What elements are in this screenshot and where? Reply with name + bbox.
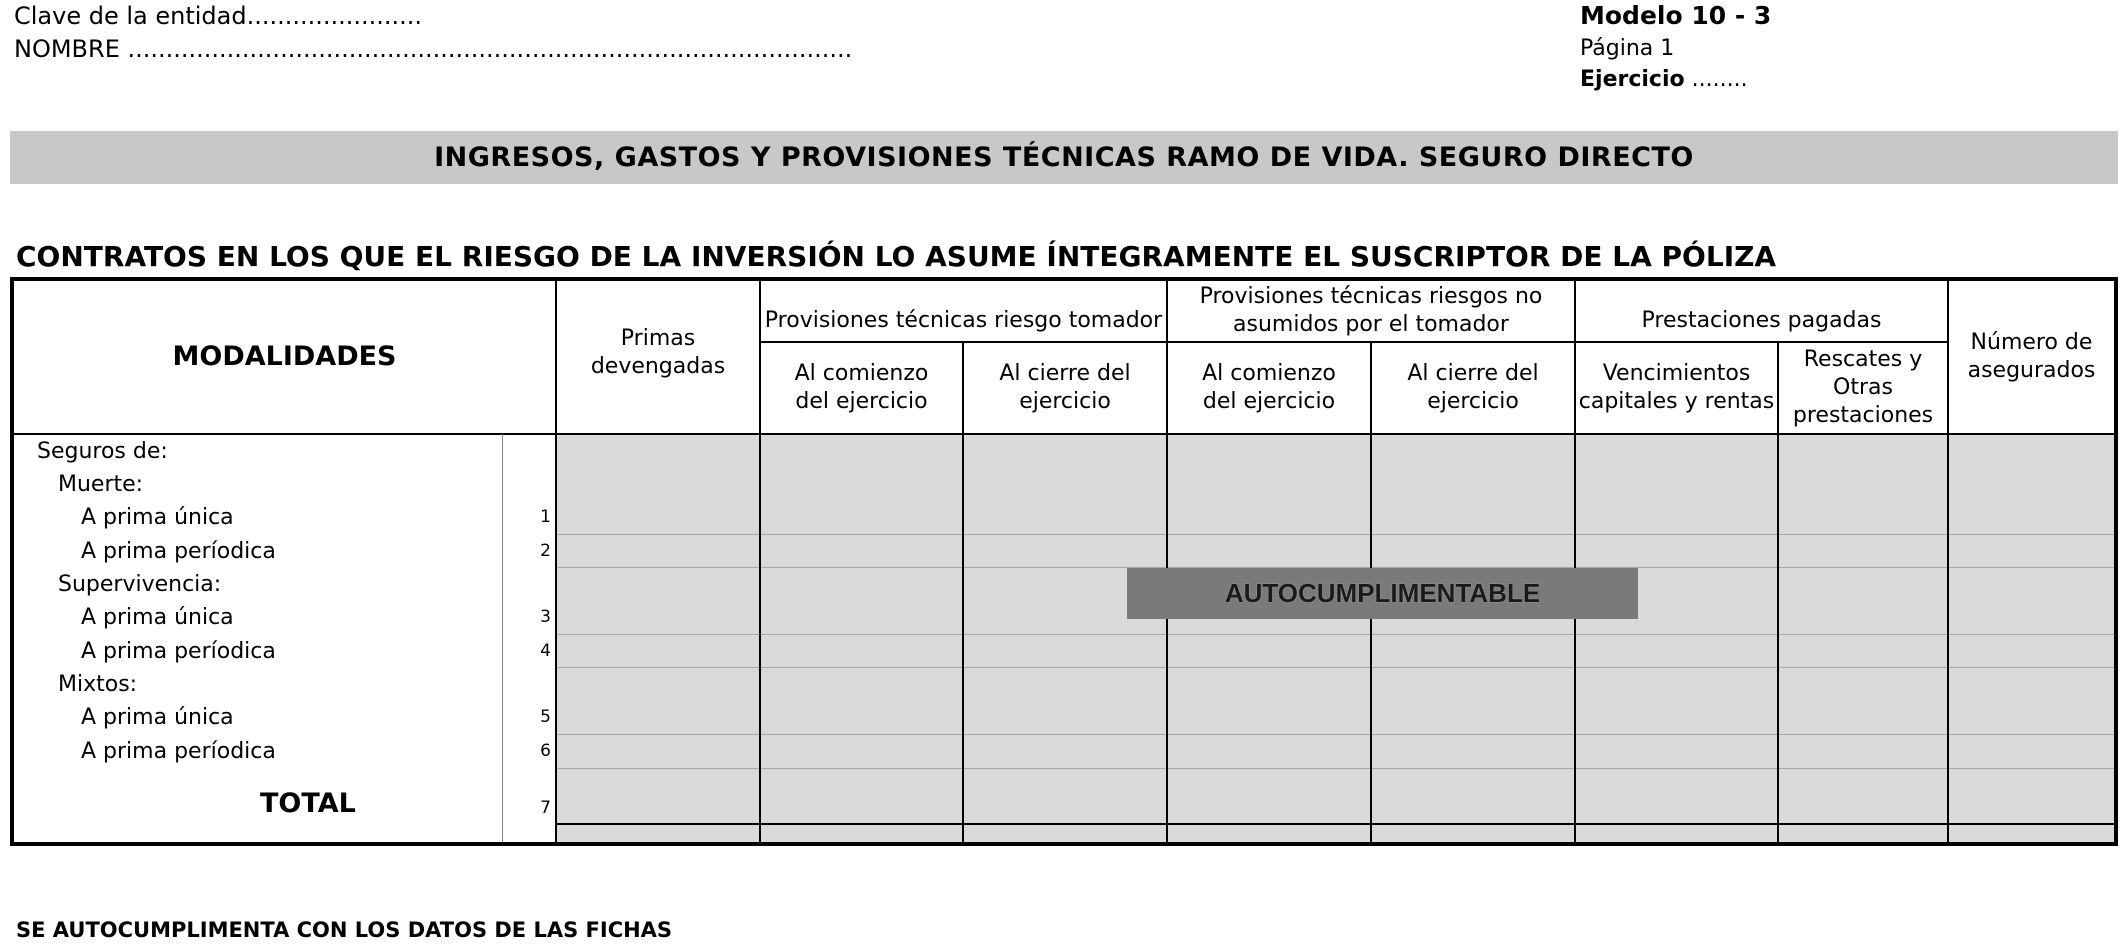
row-label-prima-unica: A prima única xyxy=(81,505,234,530)
row-rule xyxy=(556,734,2114,735)
sub-header-comienzo-1: Al comienzo del ejercicio xyxy=(794,361,929,414)
total-label: TOTAL xyxy=(260,788,356,819)
sub-header-comienzo-2: Al comienzo del ejercicio xyxy=(1202,361,1336,414)
row-label-prima-periodica: A prima períodica xyxy=(81,539,276,564)
row-label-prima-unica: A prima única xyxy=(81,605,234,630)
header-bottom-rule xyxy=(10,433,2118,435)
total-row-rule xyxy=(556,823,2114,825)
row-rule xyxy=(556,667,2114,668)
col-header-modalidades: MODALIDADES xyxy=(172,341,397,372)
exercise-label: Ejercicio xyxy=(1580,67,1685,92)
row-number: 3 xyxy=(540,607,551,627)
row-number: 4 xyxy=(540,641,551,661)
row-number-column-rule xyxy=(502,434,503,842)
group-header-prestaciones: Prestaciones pagadas xyxy=(1641,308,1882,333)
sub-header-vencimientos: Vencimientos capitales y rentas xyxy=(1578,361,1775,414)
row-label-prima-unica: A prima única xyxy=(81,705,234,730)
section-subtitle: CONTRATOS EN LOS QUE EL RIESGO DE LA INVERSIÓN LO ASUME ÍNTEGRAMENTE EL SUSCRIPTOR DE LA PÓLIZA xyxy=(16,240,1777,273)
col-header-primas: Primas devengadas xyxy=(590,326,726,379)
row-number: 2 xyxy=(540,541,551,561)
row-label-prima-periodica: A prima períodica xyxy=(81,739,276,764)
entity-name-field: NOMBRE ............................................................................................... xyxy=(14,35,853,63)
page-title-banner: INGRESOS, GASTOS Y PROVISIONES TÉCNICAS RAMO DE VIDA. SEGURO DIRECTO xyxy=(10,131,2118,184)
total-row-number: 7 xyxy=(540,798,551,818)
group-header-riesgo-tomador: Provisiones técnicas riesgo tomador xyxy=(764,308,1163,333)
row-label-supervivencia: Supervivencia: xyxy=(58,572,222,597)
row-rule xyxy=(556,534,2114,535)
row-rule xyxy=(556,634,2114,635)
row-label-mixtos: Mixtos: xyxy=(58,672,138,697)
exercise-value: ........ xyxy=(1691,67,1748,92)
col-header-asegurados: Número de asegurados xyxy=(1967,330,2096,383)
exercise-field xyxy=(1580,67,1748,92)
row-label-prima-periodica: A prima períodica xyxy=(81,639,276,664)
autofill-notice-badge: AUTOCUMPLIMENTABLE xyxy=(1127,568,1638,619)
sub-header-rescates: Rescates y Otras prestaciones xyxy=(1792,347,1934,428)
row-number: 6 xyxy=(540,741,551,761)
sub-header-cierre-1: Al cierre del ejercicio xyxy=(999,361,1131,414)
row-number: 1 xyxy=(540,507,551,527)
row-number: 5 xyxy=(540,707,551,727)
entity-key-field: Clave de la entidad....................... xyxy=(14,2,423,30)
footer-note: SE AUTOCUMPLIMENTA CON LOS DATOS DE LAS FICHAS xyxy=(16,918,673,942)
row-label-seguros: Seguros de: xyxy=(37,439,168,464)
page-number: Página 1 xyxy=(1580,36,1675,61)
sub-header-cierre-2: Al cierre del ejercicio xyxy=(1407,361,1539,414)
row-rule xyxy=(556,768,2114,769)
row-label-muerte: Muerte: xyxy=(58,472,144,497)
group-header-riesgos-no-asumidos: Provisiones técnicas riesgos no asumidos por el tomador xyxy=(1199,284,1543,337)
model-code: Modelo 10 - 3 xyxy=(1580,1,1772,30)
